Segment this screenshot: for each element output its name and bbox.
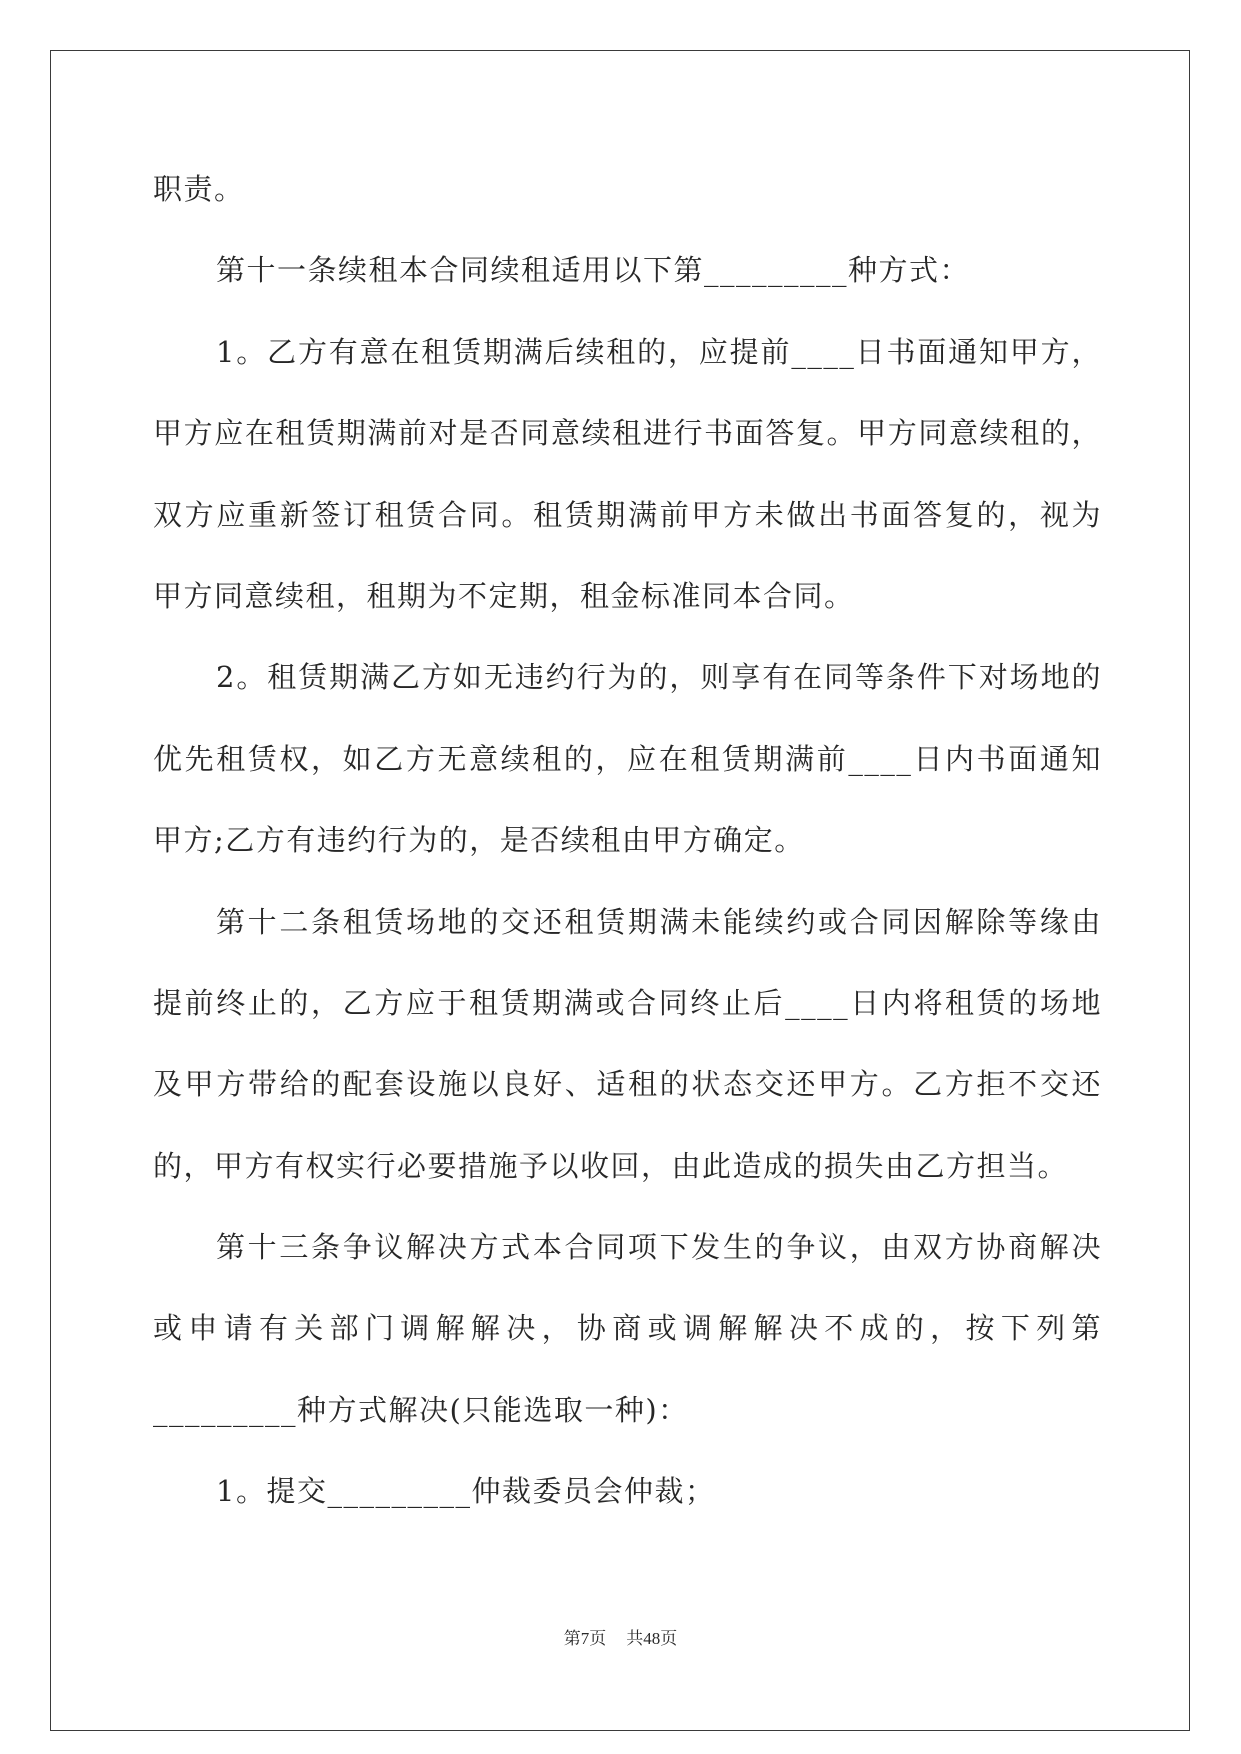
paragraph-renewal-clause-2 <box>153 637 1102 881</box>
text-line: 或申请有关部门调解解决，协商或调解解决不成的，按下列第 <box>153 1311 1102 1346</box>
page-total: 共48页 <box>626 1629 678 1648</box>
text-line: 的，甲方有权实行必要措施予以收回，由此造成的损失由乙方担当。 <box>153 1148 1069 1183</box>
paragraph-article-13 <box>153 1207 1102 1451</box>
text-line: 甲方应在租赁期满前对是否同意续租进行书面答复。甲方同意续租的， <box>153 416 1102 451</box>
text-line: 第十三条争议解决方式本合同项下发生的争议，由双方协商解决 <box>216 1230 1102 1265</box>
document-body <box>153 149 1102 1533</box>
page-footer <box>0 1626 1241 1652</box>
text-line: _________种方式解决(只能选取一种)： <box>153 1392 689 1427</box>
text-line: 1。提交_________仲裁委员会仲裁； <box>216 1474 716 1509</box>
paragraph <box>153 149 1102 230</box>
paragraph-article-12 <box>153 882 1102 1208</box>
text-line: 第十二条租赁场地的交还租赁期满未能续约或合同因解除等缘由 <box>216 904 1102 939</box>
text-line: 职责。 <box>153 172 245 206</box>
text-line: 甲方;乙方有违约行为的，是否续租由甲方确定。 <box>153 823 805 858</box>
page-number: 第7页 <box>563 1629 607 1648</box>
paragraph-article-11 <box>153 230 1102 311</box>
text-line: 优先租赁权，如乙方无意续租的，应在租赁期满前____日内书面通知 <box>153 741 1102 776</box>
text-line: 第十一条续租本合同续租适用以下第_________种方式： <box>216 253 971 288</box>
text-line: 2。租赁期满乙方如无违约行为的，则享有在同等条件下对场地的 <box>216 660 1102 695</box>
text-line: 及甲方带给的配套设施以良好、适租的状态交还甲方。乙方拒不交还 <box>153 1067 1102 1102</box>
text-line: 甲方同意续租，租期为不定期，租金标准同本合同。 <box>153 578 855 613</box>
text-line: 双方应重新签订租赁合同。租赁期满前甲方未做出书面答复的，视为 <box>153 497 1102 532</box>
paragraph-arbitration-option-1 <box>153 1451 1102 1532</box>
text-line: 1。乙方有意在租赁期满后续租的，应提前____日书面通知甲方， <box>216 334 1102 369</box>
text-line: 提前终止的，乙方应于租赁期满或合同终止后____日内将租赁的场地 <box>153 985 1102 1020</box>
paragraph-renewal-clause-1 <box>153 312 1102 638</box>
